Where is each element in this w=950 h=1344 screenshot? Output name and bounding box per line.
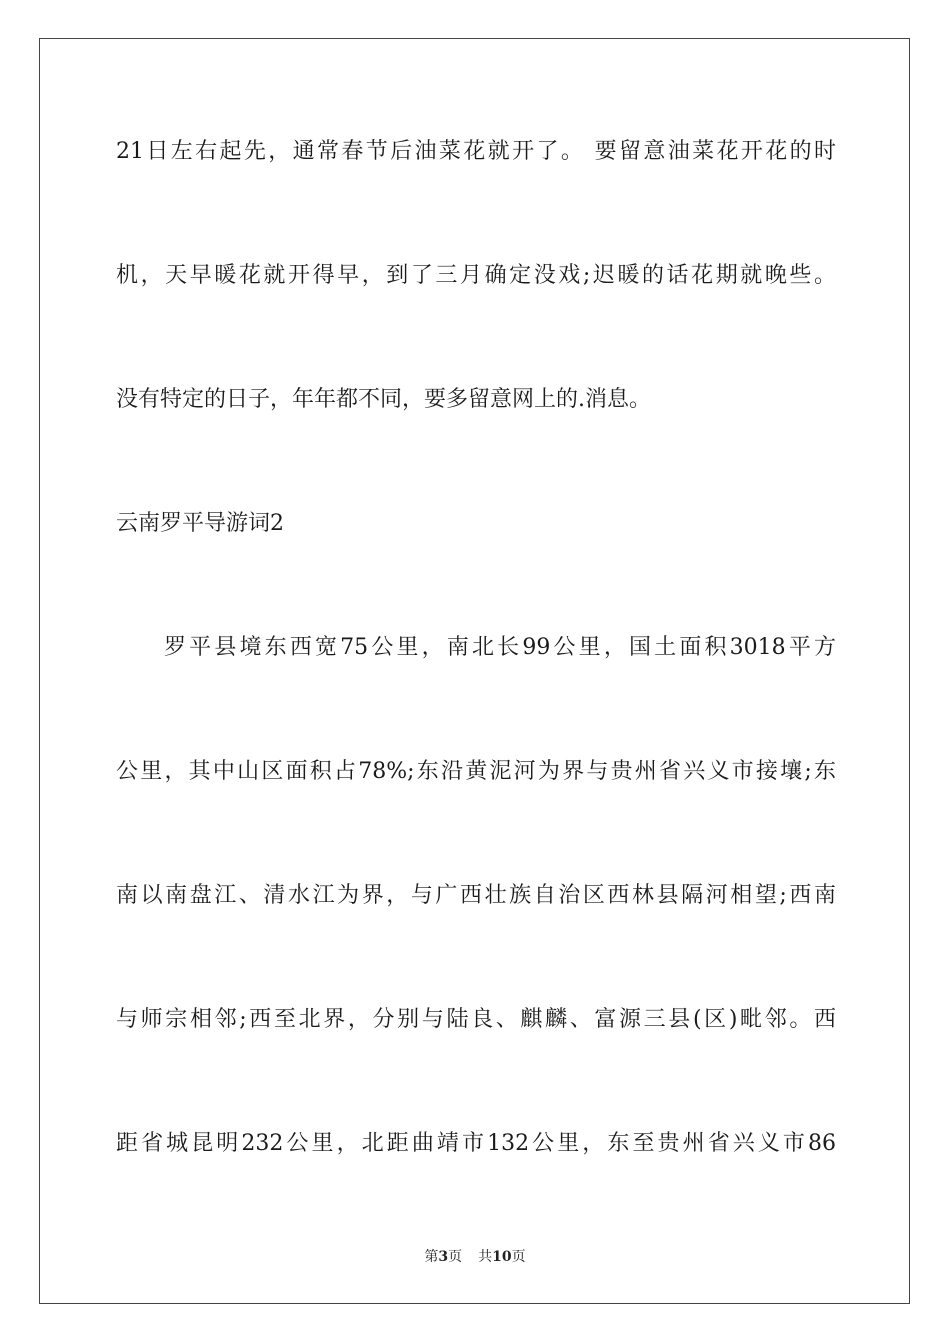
paragraph-2-line-1: 罗平县境东西宽75公里，南北长99公里，国土面积3018平方 bbox=[164, 635, 836, 660]
page-total: 10 bbox=[492, 1249, 512, 1265]
page-border bbox=[39, 38, 910, 1304]
paragraph-2-line-5: 距省城昆明232公里，北距曲靖市132公里，东至贵州省兴义市86 bbox=[116, 1131, 836, 1156]
page-footer bbox=[0, 1247, 950, 1267]
page-unit: 页 bbox=[448, 1249, 463, 1265]
total-prefix: 共 bbox=[478, 1249, 493, 1265]
paragraph-1-line-3: 没有特定的日子，年年都不同，要多留意网上的.消息。 bbox=[116, 387, 651, 412]
paragraph-1-line-1: 21日左右起先，通常春节后油菜花就开了。 要留意油菜花开花的时 bbox=[116, 139, 836, 164]
section-heading: 云南罗平导游词2 bbox=[116, 511, 284, 536]
paragraph-2-line-4: 与师宗相邻;西至北界，分别与陆良、麒麟、富源三县(区)毗邻。西 bbox=[116, 1007, 836, 1032]
total-unit: 页 bbox=[511, 1249, 526, 1265]
paragraph-1-line-2: 机，天早暖花就开得早，到了三月确定没戏;迟暖的话花期就晚些。 bbox=[116, 263, 836, 288]
page-current: 3 bbox=[438, 1249, 449, 1265]
page-prefix: 第 bbox=[424, 1249, 439, 1265]
paragraph-2-line-2: 公里，其中山区面积占78%;东沿黄泥河为界与贵州省兴义市接壤;东 bbox=[116, 759, 836, 784]
paragraph-2-line-3: 南以南盘江、清水江为界，与广西壮族自治区西林县隔河相望;西南 bbox=[116, 883, 836, 908]
